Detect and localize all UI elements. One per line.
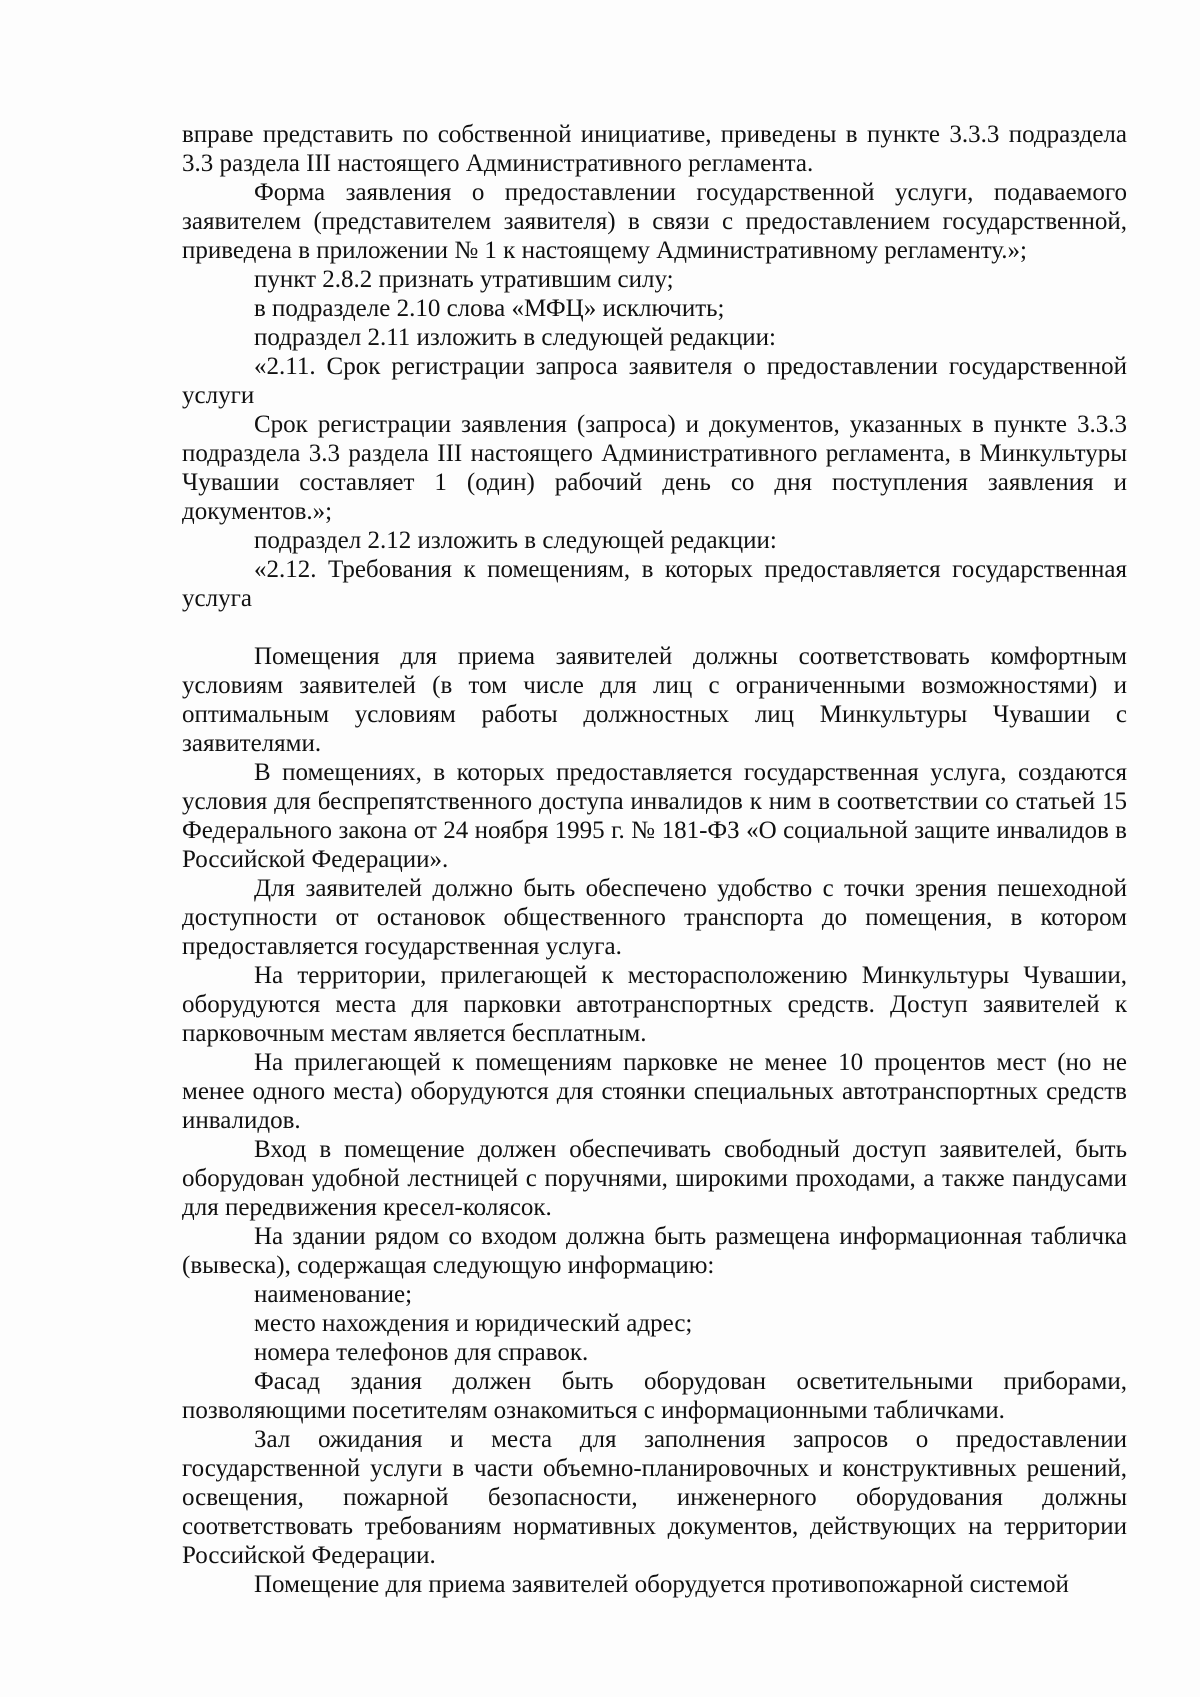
paragraph-subsection-2-10: в подразделе 2.10 слова «МФЦ» исключить;	[254, 295, 725, 322]
paragraph-continuation: вправе представить по собственной инициативе, приведены в пункте 3.3.3 подраздела 3.3 раздела III настоящего Административного регламента.	[182, 121, 1127, 177]
paragraph-waiting-hall: Зал ожидания и места для заполнения запросов о предоставлении государственной услуги в части объемно-планировочных и конструктивных решений, освещения, пожарной безопасности, инженерного оборудования должны соответствовать требованиям нормативных документов, действующих на территории Российской Федерации.	[182, 1426, 1127, 1569]
paragraph-signboard: На здании рядом со входом должна быть размещена информационная табличка (вывеска), содержащая следующую информацию:	[182, 1223, 1127, 1279]
paragraph-disabled-parking: На прилегающей к помещениям парковке не менее 10 процентов мест (но не менее одного места) оборудуются для стоянки специальных автотранспортных средств инвалидов.	[182, 1049, 1127, 1134]
paragraph-registration-term: Срок регистрации заявления (запроса) и документов, указанных в пункте 3.3.3 подраздела 3.3 раздела III настоящего Административного регламента, в Минкультуры Чувашии составляет 1 (один) рабочий день со дня поступления заявления и документов.»;	[182, 411, 1127, 525]
heading-2-12: «2.12. Требования к помещениям, в которых предоставляется государственная услуга	[182, 556, 1127, 612]
paragraph-facade: Фасад здания должен быть оборудован осветительными приборами, позволяющими посетителям ознакомиться с информационными табличками.	[182, 1368, 1127, 1424]
blank-line	[182, 613, 1127, 642]
heading-2-11: «2.11. Срок регистрации запроса заявителя о предоставлении государственной услуги	[182, 353, 1127, 409]
list-item-name: наименование;	[254, 1281, 413, 1308]
paragraph-item-2-8-2: пункт 2.8.2 признать утратившим силу;	[254, 266, 674, 293]
paragraph-entrance: Вход в помещение должен обеспечивать свободный доступ заявителей, быть оборудован удобной лестницей с поручнями, широкими проходами, а также пандусами для передвижения кресел-колясок.	[182, 1136, 1127, 1221]
paragraph-subsection-2-11-intro: подраздел 2.11 изложить в следующей редакции:	[254, 324, 776, 351]
paragraph-fire-safety: Помещение для приема заявителей оборудуется противопожарной системой	[254, 1571, 1069, 1598]
paragraph-pedestrian-access: Для заявителей должно быть обеспечено удобство с точки зрения пешеходной доступности от остановок общественного транспорта до помещения, в котором предоставляется государственная услуга.	[182, 875, 1127, 960]
paragraph-subsection-2-12-intro: подраздел 2.12 изложить в следующей редакции:	[254, 527, 777, 554]
paragraph-premises: Помещения для приема заявителей должны соответствовать комфортным условиям заявителей (в том числе для лиц с ограниченными возможностями) и оптимальным условиям работы должностных лиц Минкультуры Чувашии с заявителями.	[182, 643, 1127, 757]
paragraph-application-form: Форма заявления о предоставлении государственной услуги, подаваемого заявителем (представителем заявителя) в связи с предоставлением государственной, приведена в приложении № 1 к настоящему Административному регламенту.»;	[182, 179, 1127, 264]
list-item-address: место нахождения и юридический адрес;	[254, 1310, 693, 1337]
paragraph-accessibility: В помещениях, в которых предоставляется государственная услуга, создаются условия для беспрепятственного доступа инвалидов к ним в соответствии со статьей 15 Федерального закона от 24 ноября 1995 г. № 181-ФЗ «О социальной защите инвалидов в Российской Федерации».	[182, 759, 1127, 873]
document-body	[182, 120, 1127, 1599]
paragraph-parking: На территории, прилегающей к месторасположению Минкультуры Чувашии, оборудуются места для парковки автотранспортных средств. Доступ заявителей к парковочным местам является бесплатным.	[182, 962, 1127, 1047]
list-item-phones: номера телефонов для справок.	[254, 1339, 589, 1366]
